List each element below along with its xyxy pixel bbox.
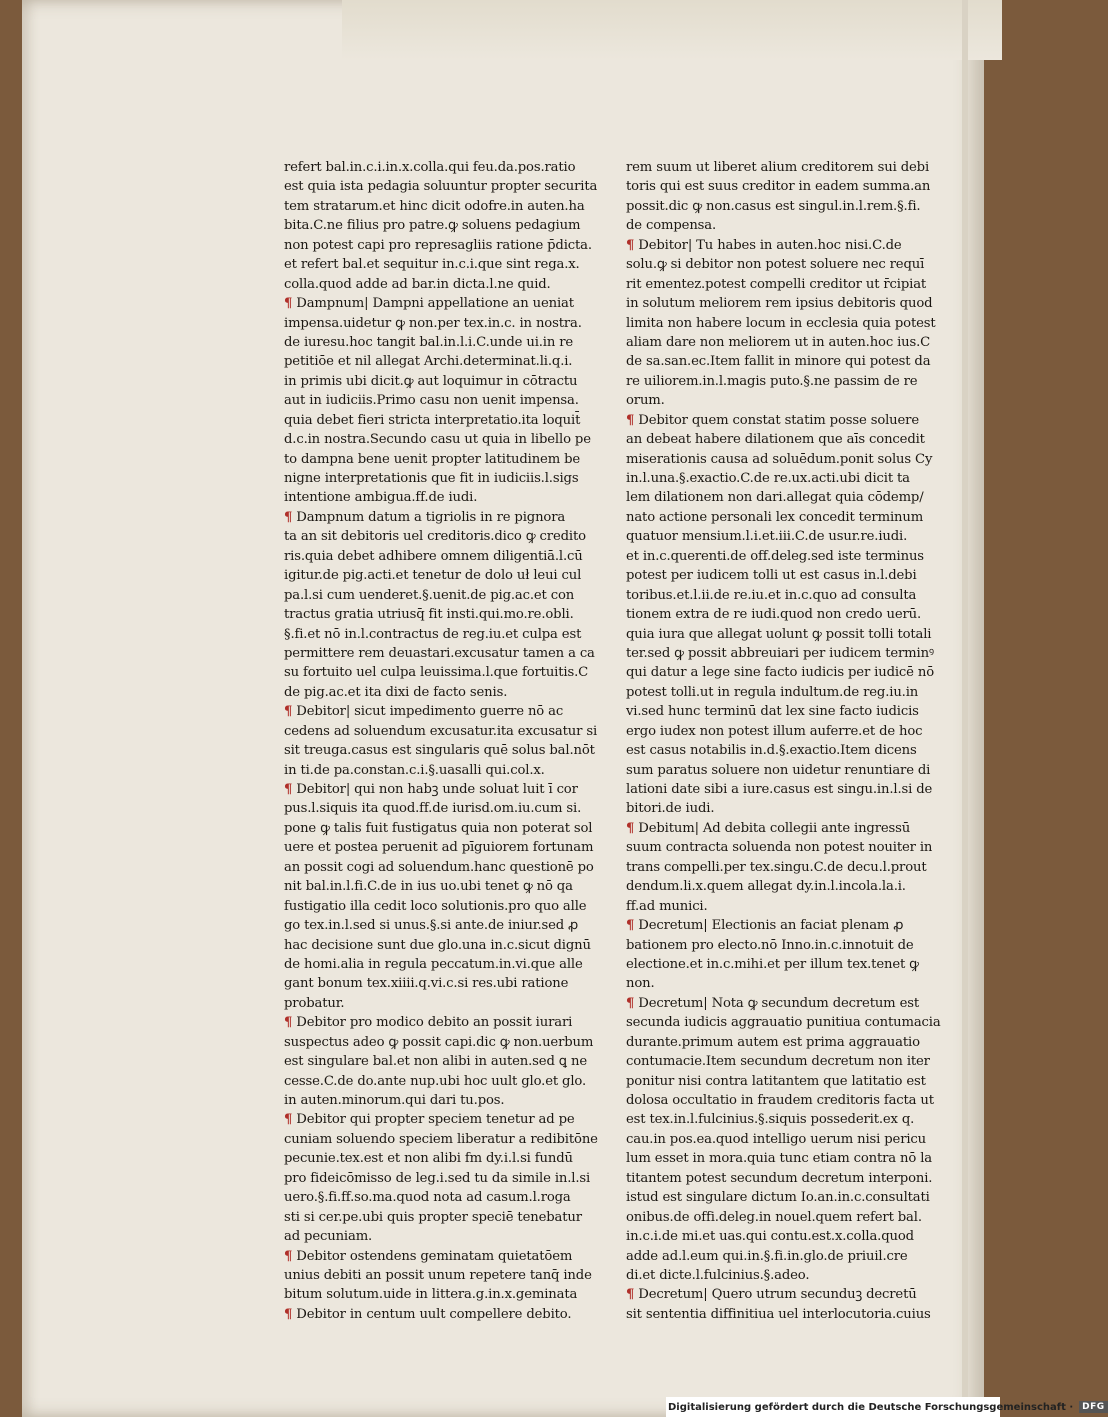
text-line: vi.sed hunc terminū dat lex sine facto iudicis bbox=[626, 704, 919, 720]
text-line: in.c.i.de mi.et uas.qui contu.est.x.colla.quod bbox=[626, 1229, 914, 1245]
text-line: an possit cogi ad soluendum.hanc questionē po bbox=[284, 859, 594, 875]
text-line: bationem pro electo.nō Inno.in.c.innotuit de bbox=[626, 937, 914, 953]
text-line: de pig.ac.et ita dixi de facto senis. bbox=[284, 684, 508, 700]
text-line: ta an sit debitoris uel creditoris.dico ꝙ credito bbox=[284, 529, 586, 545]
text-line: pecunie.tex.est et non alibi fm dy.i.l.si fundū bbox=[284, 1151, 573, 1167]
text-line: de iuresu.hoc tangit bal.in.l.i.C.unde ui.in re bbox=[284, 334, 574, 350]
text-line: rit ementez.potest compelli creditor ut r̄cipiat bbox=[626, 276, 927, 292]
text-line: tem stratarum.et hinc dicit odofre.in auten.ha bbox=[284, 198, 585, 214]
text-line: an debeat habere dilationem que aīs concedit bbox=[626, 432, 925, 448]
book-page bbox=[22, 0, 984, 1417]
text-line: istud est singulare dictum Io.an.in.c.consultati bbox=[626, 1190, 930, 1206]
text-line: tractus gratia utriusq̄ fit insti.qui.mo.re.obli. bbox=[284, 607, 574, 623]
text-line: to dampna bene uenit propter latitudinem be bbox=[284, 451, 581, 467]
text-line: suum contracta soluenda non potest nouiter in bbox=[626, 840, 933, 856]
text-line: orum. bbox=[626, 393, 665, 409]
text-line: non potest capi pro represagliis ratione p̄dicta. bbox=[284, 237, 592, 253]
text-line: dolosa occultatio in fraudem creditoris facta ut bbox=[626, 1093, 934, 1108]
text-line: refert bal.in.c.i.in.x.colla.qui feu.da.pos.ratio bbox=[284, 160, 576, 175]
text-line: ¶ Debitor| sicut impedimento guerre nō ac bbox=[284, 704, 564, 720]
text-line: ¶ Decretum| Quero utrum secunduꝫ decretū bbox=[626, 1287, 917, 1303]
text-line: ter.sed ꝙ possit abbreuiari per iudicem terminꝰ bbox=[626, 645, 934, 661]
text-line: bitum solutum.uide in littera.g.in.x.geminata bbox=[284, 1287, 578, 1303]
text-line: electione.et in.c.mihi.et per illum tex.tenet ꝙ bbox=[626, 956, 919, 972]
footer-credit-text: Digitalisierung gefördert durch die Deutsche Forschungsgemeinschaft · bbox=[668, 1401, 1074, 1413]
text-line: limita non habere locum in ecclesia quia potest bbox=[626, 315, 936, 331]
text-line: lum esset in mora.quia tunc etiam contra nō la bbox=[626, 1151, 932, 1167]
text-line: in.l.una.§.exactio.C.de re.ux.acti.ubi dicit ta bbox=[626, 471, 910, 486]
text-line: aliam dare non meliorem ut in auten.hoc ius.C bbox=[626, 334, 931, 350]
text-line: est quia ista pedagia soluuntur propter securita bbox=[284, 179, 598, 195]
text-line: uero.§.fi.ff.so.ma.quod nota ad casum.l.roga bbox=[284, 1190, 571, 1206]
text-line: sit treuga.casus est singularis quē solus bal.nōt bbox=[284, 743, 595, 759]
text-line: ¶ Debitor| qui non habꝫ unde soluat luit ī cor bbox=[284, 782, 578, 797]
page-stain bbox=[342, 0, 1002, 60]
text-line: sit sententia diffinitiua uel interlocutoria.cuius bbox=[626, 1306, 931, 1322]
text-line: contumacie.Item secundum decretum non iter bbox=[626, 1054, 930, 1070]
text-line: toris qui est suus creditor in eadem summa.an bbox=[626, 179, 931, 195]
text-line: hac decisione sunt due glo.una in.c.sicut dignū bbox=[284, 937, 591, 953]
text-line: ad pecuniam. bbox=[284, 1229, 373, 1245]
text-line: ergo iudex non potest illum auferre.et de hoc bbox=[626, 723, 923, 739]
text-line: lem dilationem non dari.allegat quia cōdemp/ bbox=[626, 490, 924, 506]
text-line: intentione ambigua.ff.de iudi. bbox=[284, 490, 478, 506]
text-line: re uiliorem.in.l.magis puto.§.ne passim de re bbox=[626, 373, 918, 389]
text-line: ¶ Debitor qui propter speciem tenetur ad pe bbox=[284, 1112, 575, 1128]
text-line: quia iura que allegat uolunt ꝙ possit tolli totali bbox=[626, 626, 932, 642]
left-text-column bbox=[284, 158, 598, 1324]
text-line: in primis ubi dicit.ꝙ aut loquimur in cōtractu bbox=[284, 373, 578, 389]
right-text-column bbox=[626, 158, 941, 1324]
text-line: ¶ Debitor in centum uult compellere debito. bbox=[284, 1306, 572, 1322]
text-line: et in.c.querenti.de off.deleg.sed iste terminus bbox=[626, 548, 924, 564]
text-line: d.c.in nostra.Secundo casu ut quia in libello pe bbox=[284, 432, 591, 448]
text-line: quia debet fieri stricta interpretatio.ita loquit̄ bbox=[284, 412, 581, 428]
text-line: pro fideicōmisso de leg.i.sed tu da simile in.l.si bbox=[284, 1170, 591, 1186]
text-line: sum paratus soluere non uidetur renuntiare di bbox=[626, 762, 931, 778]
text-line: dendum.li.x.quem allegat dy.in.l.incola.la.i. bbox=[626, 879, 906, 895]
text-line: titantem potest secundum decretum interponi. bbox=[626, 1170, 933, 1186]
text-line: non. bbox=[626, 976, 655, 992]
text-line: qui datur a lege sine facto iudicis per iudicē nō bbox=[626, 665, 934, 681]
text-line: ¶ Debitor quem constat statim posse soluere bbox=[626, 412, 919, 428]
text-line: trans compelli.per tex.singu.C.de decu.l.prout bbox=[626, 859, 927, 875]
text-line: impensa.uidetur ꝙ non.per tex.in.c. in nostra. bbox=[284, 315, 582, 331]
text-line: probatur. bbox=[284, 995, 345, 1011]
text-line: ris.quia debet adhibere omnem diligentiā.l.cū bbox=[284, 548, 583, 564]
text-line: ¶ Debitor pro modico debito an possit iurari bbox=[284, 1015, 573, 1031]
text-line: ponitur nisi contra latitantem que latitatio est bbox=[626, 1073, 926, 1089]
text-line: cedens ad soluendum excusatur.ita excusatur si bbox=[284, 723, 598, 739]
text-line: nato actione personali lex concedit terminum bbox=[626, 509, 924, 525]
text-line: toribus.et.l.ii.de re.iu.et in.c.quo ad consulta bbox=[626, 587, 917, 603]
text-line: uere et postea peruenit ad pīguiorem fortunam bbox=[284, 840, 594, 856]
text-line: pone ꝙ talis fuit fustigatus quia non poterat sol bbox=[284, 820, 593, 836]
text-line: miserationis causa ad soluēdum.ponit solus Cy bbox=[626, 451, 933, 467]
text-line: durante.primum autem est prima aggrauatio bbox=[626, 1034, 920, 1050]
text-line: bita.C.ne filius pro patre.ꝙ soluens pedagium bbox=[284, 218, 581, 234]
text-line: quatuor mensium.l.i.et.iii.C.de usur.re.iudi. bbox=[626, 529, 908, 545]
text-line: pus.l.siquis ita quod.ff.de iurisd.om.iu.cum si. bbox=[284, 801, 582, 817]
text-line: ¶ Debitor ostendens geminatam quietatōem bbox=[284, 1248, 573, 1264]
text-line: in auten.minorum.qui dari tu.pos. bbox=[284, 1093, 505, 1108]
text-line: rem suum ut liberet alium creditorem sui debi bbox=[626, 160, 930, 175]
text-line: colla.quod adde ad bar.in dicta.l.ne quid. bbox=[284, 276, 551, 292]
text-line: est singulare bal.et non alibi in auten.sed ꝗ ne bbox=[284, 1054, 588, 1070]
text-line: igitur.de pig.acti.et tenetur de dolo uł leui cul bbox=[284, 568, 582, 584]
text-line: secunda iudicis aggrauatio punitiua contumacia bbox=[626, 1015, 941, 1031]
text-line: cuniam soluendo speciem liberatur a redibitōne bbox=[284, 1131, 598, 1147]
text-line: de compensa. bbox=[626, 218, 717, 234]
text-line: ff.ad munici. bbox=[626, 898, 708, 914]
text-line: di.et dicte.l.fulcinius.§.adeo. bbox=[626, 1267, 810, 1283]
text-line: suspectus adeo ꝙ possit capi.dic ꝙ non.uerbum bbox=[284, 1034, 594, 1050]
text-line: onibus.de offi.deleg.in nouel.quem refert bal. bbox=[626, 1209, 922, 1225]
text-line: potest per iudicem tolli ut est casus in.l.debi bbox=[626, 568, 917, 584]
text-line: nigne interpretationis que fit in iudiciis.l.sigs bbox=[284, 471, 579, 486]
text-line: su fortuito uel culpa leuissima.l.que fortuitis.C bbox=[284, 665, 589, 681]
text-line: ¶ Dampnum| Dampni appellatione an ueniat bbox=[284, 296, 574, 312]
text-line: nit bal.in.l.fi.C.de in ius uo.ubi tenet ꝙ nō qa bbox=[284, 879, 573, 895]
text-line: ¶ Decretum| Electionis an faciat plenam ꝓ bbox=[626, 918, 904, 934]
text-line: fustigatio illa cedit loco solutionis.pro quo alle bbox=[284, 898, 587, 914]
text-line: ¶ Decretum| Nota ꝙ secundum decretum est bbox=[626, 995, 920, 1011]
text-line: ¶ Debitum| Ad debita collegii ante ingressū bbox=[626, 820, 911, 836]
text-line: est tex.in.l.fulcinius.§.siquis possederit.ex q. bbox=[626, 1112, 915, 1128]
digitization-footer bbox=[666, 1397, 1105, 1417]
text-line: aut in iudiciis.Primo casu non uenit impensa. bbox=[284, 393, 579, 409]
text-line: cau.in pos.ea.quod intelligo uerum nisi pericu bbox=[626, 1131, 927, 1147]
text-line: permittere rem deuastari.excusatur tamen a ca bbox=[284, 645, 595, 661]
text-line: §.fi.et nō in.l.contractus de reg.iu.et culpa est bbox=[284, 626, 582, 642]
text-line: cesse.C.de do.ante nup.ubi hoc uult glo.et glo. bbox=[284, 1073, 586, 1089]
text-line: gant bonum tex.xiiii.q.vi.c.si res.ubi ratione bbox=[284, 976, 569, 992]
text-line: go tex.in.l.sed si unus.§.si ante.de iniur.sed ꝓ bbox=[284, 918, 579, 934]
text-line: unius debiti an possit unum repetere tanq̄ inde bbox=[284, 1267, 592, 1283]
text-line: tionem extra de re iudi.quod non credo uerū. bbox=[626, 607, 922, 623]
text-line: potest tolli.ut in regula indultum.de reg.iu.in bbox=[626, 684, 919, 700]
text-line: ¶ Debitor| Tu habes in auten.hoc nisi.C.de bbox=[626, 237, 902, 253]
text-line: petitiōe et nil allegat Archi.determinat.li.q.i. bbox=[284, 354, 573, 370]
text-line: pa.l.si cum uenderet.§.uenit.de pig.ac.et con bbox=[284, 587, 575, 603]
page-edge bbox=[962, 0, 968, 1417]
text-line: ¶ Dampnum datum a tigriolis in re pignora bbox=[284, 509, 566, 525]
text-line: de sa.san.ec.Item fallit in minore qui potest da bbox=[626, 354, 931, 370]
dfg-logo: DFG bbox=[1079, 1401, 1108, 1413]
text-line: bitori.de iudi. bbox=[626, 801, 715, 817]
text-line: est casus notabilis in.d.§.exactio.Item dicens bbox=[626, 743, 917, 759]
text-line: in solutum meliorem rem ipsius debitoris quod bbox=[626, 296, 933, 312]
text-line: solu.ꝙ si debitor non potest soluere nec requī bbox=[626, 257, 925, 273]
text-line: de homi.alia in regula peccatum.in.vi.que alle bbox=[284, 956, 583, 972]
text-line: adde ad.l.eum qui.in.§.fi.in.glo.de priuil.cre bbox=[626, 1248, 908, 1264]
text-line: et refert bal.et sequitur in.c.i.que sint rega.x. bbox=[284, 257, 580, 273]
text-line: sti si cer.pe.ubi quis propter speciē tenebatur bbox=[284, 1209, 582, 1225]
text-line: in ti.de pa.constan.c.i.§.uasalli qui.col.x. bbox=[284, 762, 545, 778]
text-line: lationi date sibi a iure.casus est singu.in.l.si de bbox=[626, 782, 933, 797]
text-line: possit.dic ꝙ non.casus est singul.in.l.rem.§.fi. bbox=[626, 198, 921, 214]
